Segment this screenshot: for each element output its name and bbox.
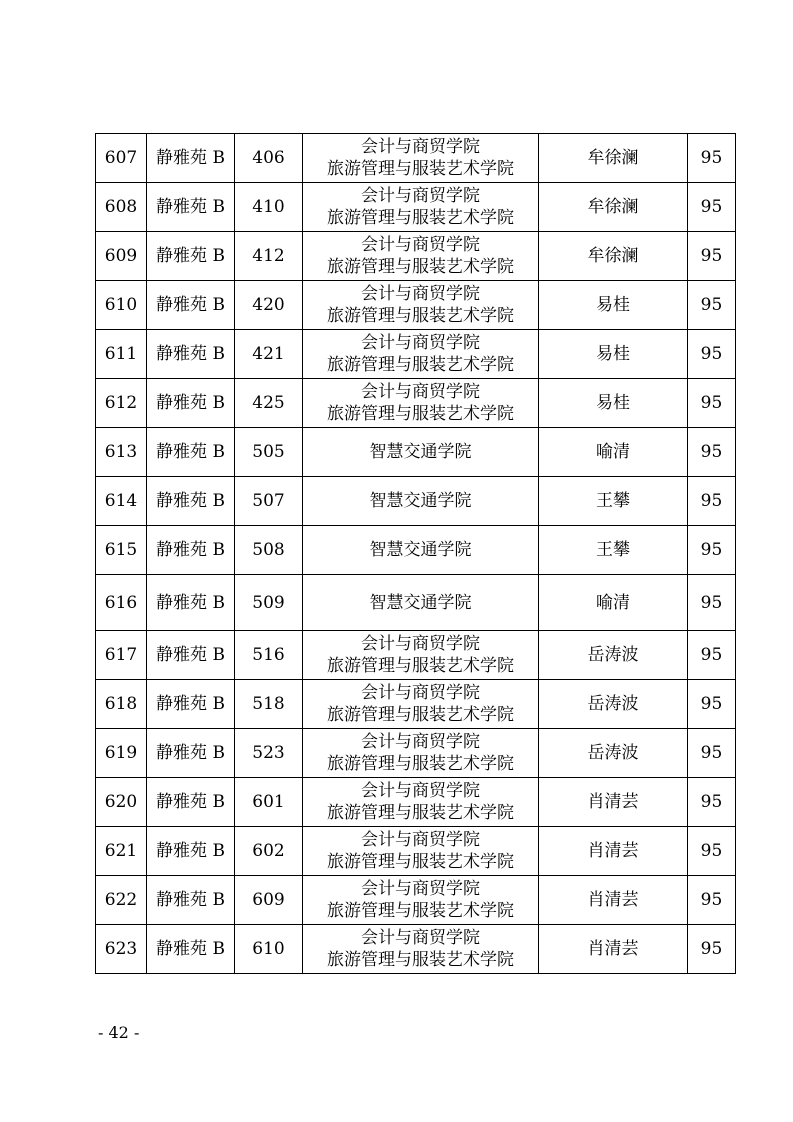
room-number-cell: 609 [235,876,303,925]
responsible-person-cell: 牟徐澜 [539,183,688,232]
college-name: 会计与商贸学院 [361,333,480,353]
table-row [96,575,736,631]
room-number-cell: 602 [235,827,303,876]
responsible-person-cell: 王攀 [539,477,688,526]
college-cell [303,232,539,281]
score-cell: 95 [688,526,736,575]
college-name: 会计与商贸学院 [361,928,480,948]
table-row [96,729,736,778]
college-cell [303,526,539,575]
college-name: 会计与商贸学院 [361,732,480,752]
room-number-cell: 412 [235,232,303,281]
building-cell: 静雅苑 B [147,925,235,974]
responsible-person-cell: 肖清芸 [539,778,688,827]
college-name: 旅游管理与服装艺术学院 [327,901,514,921]
responsible-person-cell: 牟徐澜 [539,232,688,281]
college-name: 旅游管理与服装艺术学院 [327,950,514,970]
row-number-cell: 611 [96,330,147,379]
table-row [96,379,736,428]
table-row [96,925,736,974]
score-cell: 95 [688,631,736,680]
responsible-person-cell: 岳涛波 [539,729,688,778]
row-number-cell: 620 [96,778,147,827]
college-name: 旅游管理与服装艺术学院 [327,306,514,326]
row-number-cell: 608 [96,183,147,232]
building-cell: 静雅苑 B [147,526,235,575]
responsible-person-cell: 喻清 [539,428,688,477]
page-number: - 42 - [98,1023,140,1042]
college-cell [303,477,539,526]
responsible-person-cell: 易桂 [539,330,688,379]
college-cell [303,134,539,183]
row-number-cell: 612 [96,379,147,428]
building-cell: 静雅苑 B [147,281,235,330]
building-cell: 静雅苑 B [147,778,235,827]
room-number-cell: 505 [235,428,303,477]
college-name: 旅游管理与服装艺术学院 [327,656,514,676]
row-number-cell: 610 [96,281,147,330]
table-row [96,876,736,925]
room-number-cell: 523 [235,729,303,778]
building-cell: 静雅苑 B [147,379,235,428]
college-cell [303,680,539,729]
room-number-cell: 420 [235,281,303,330]
table-row [96,778,736,827]
college-name: 旅游管理与服装艺术学院 [327,159,514,179]
college-name: 会计与商贸学院 [361,186,480,206]
room-number-cell: 508 [235,526,303,575]
row-number-cell: 614 [96,477,147,526]
row-number-cell: 622 [96,876,147,925]
score-cell: 95 [688,232,736,281]
room-number-cell: 509 [235,575,303,631]
college-cell [303,379,539,428]
college-name: 会计与商贸学院 [361,683,480,703]
college-name: 智慧交通学院 [369,540,472,560]
college-name: 会计与商贸学院 [361,382,480,402]
table-row [96,827,736,876]
table-row [96,631,736,680]
college-cell [303,281,539,330]
room-number-cell: 507 [235,477,303,526]
college-cell [303,729,539,778]
room-number-cell: 421 [235,330,303,379]
row-number-cell: 609 [96,232,147,281]
college-name: 旅游管理与服装艺术学院 [327,852,514,872]
room-number-cell: 516 [235,631,303,680]
dormitory-score-table [95,133,736,974]
score-cell: 95 [688,778,736,827]
score-cell: 95 [688,925,736,974]
score-cell: 95 [688,827,736,876]
college-cell [303,631,539,680]
score-cell: 95 [688,281,736,330]
room-number-cell: 601 [235,778,303,827]
row-number-cell: 621 [96,827,147,876]
score-cell: 95 [688,575,736,631]
college-name: 旅游管理与服装艺术学院 [327,705,514,725]
row-number-cell: 618 [96,680,147,729]
college-cell [303,183,539,232]
college-cell [303,876,539,925]
building-cell: 静雅苑 B [147,729,235,778]
row-number-cell: 617 [96,631,147,680]
college-name: 旅游管理与服装艺术学院 [327,257,514,277]
college-name: 会计与商贸学院 [361,284,480,304]
college-name: 会计与商贸学院 [361,879,480,899]
college-name: 会计与商贸学院 [361,830,480,850]
building-cell: 静雅苑 B [147,428,235,477]
score-cell: 95 [688,379,736,428]
college-cell [303,778,539,827]
building-cell: 静雅苑 B [147,827,235,876]
table-row [96,232,736,281]
table-body [96,134,736,974]
college-name: 旅游管理与服装艺术学院 [327,404,514,424]
college-cell [303,827,539,876]
responsible-person-cell: 肖清芸 [539,925,688,974]
college-cell [303,925,539,974]
building-cell: 静雅苑 B [147,232,235,281]
responsible-person-cell: 喻清 [539,575,688,631]
score-cell: 95 [688,134,736,183]
responsible-person-cell: 肖清芸 [539,827,688,876]
college-name: 会计与商贸学院 [361,137,480,157]
table-row [96,428,736,477]
college-name: 旅游管理与服装艺术学院 [327,355,514,375]
building-cell: 静雅苑 B [147,477,235,526]
room-number-cell: 406 [235,134,303,183]
table-row [96,477,736,526]
score-cell: 95 [688,330,736,379]
college-name: 智慧交通学院 [369,592,472,613]
responsible-person-cell: 王攀 [539,526,688,575]
table-row [96,680,736,729]
college-name: 会计与商贸学院 [361,235,480,255]
building-cell: 静雅苑 B [147,183,235,232]
college-cell [303,428,539,477]
building-cell: 静雅苑 B [147,680,235,729]
room-number-cell: 518 [235,680,303,729]
responsible-person-cell: 易桂 [539,379,688,428]
score-cell: 95 [688,428,736,477]
college-name: 会计与商贸学院 [361,781,480,801]
room-number-cell: 425 [235,379,303,428]
table-row [96,134,736,183]
score-cell: 95 [688,680,736,729]
college-cell [303,330,539,379]
table-row [96,526,736,575]
college-name: 旅游管理与服装艺术学院 [327,208,514,228]
row-number-cell: 616 [96,575,147,631]
room-number-cell: 410 [235,183,303,232]
building-cell: 静雅苑 B [147,330,235,379]
college-name: 旅游管理与服装艺术学院 [327,803,514,823]
college-name: 旅游管理与服装艺术学院 [327,754,514,774]
college-name: 会计与商贸学院 [361,634,480,654]
table-row [96,183,736,232]
building-cell: 静雅苑 B [147,575,235,631]
college-name: 智慧交通学院 [369,442,472,462]
responsible-person-cell: 牟徐澜 [539,134,688,183]
score-cell: 95 [688,876,736,925]
row-number-cell: 623 [96,925,147,974]
table-row [96,281,736,330]
score-cell: 95 [688,477,736,526]
row-number-cell: 613 [96,428,147,477]
room-number-cell: 610 [235,925,303,974]
college-name: 智慧交通学院 [369,491,472,511]
row-number-cell: 619 [96,729,147,778]
building-cell: 静雅苑 B [147,631,235,680]
responsible-person-cell: 肖清芸 [539,876,688,925]
responsible-person-cell: 岳涛波 [539,631,688,680]
responsible-person-cell: 易桂 [539,281,688,330]
score-cell: 95 [688,183,736,232]
row-number-cell: 607 [96,134,147,183]
responsible-person-cell: 岳涛波 [539,680,688,729]
building-cell: 静雅苑 B [147,134,235,183]
row-number-cell: 615 [96,526,147,575]
college-cell [303,575,539,631]
score-cell: 95 [688,729,736,778]
table-row [96,330,736,379]
building-cell: 静雅苑 B [147,876,235,925]
